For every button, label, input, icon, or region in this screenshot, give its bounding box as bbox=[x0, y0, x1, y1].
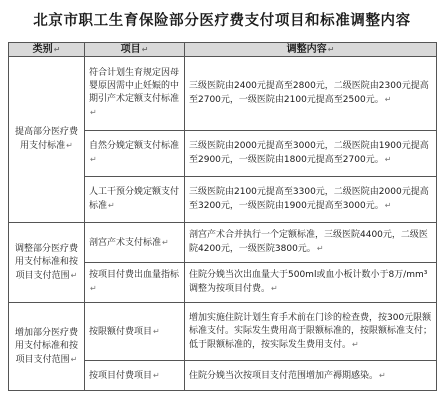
header-category: 类别↵ bbox=[9, 43, 85, 57]
adjustment-table bbox=[8, 42, 437, 391]
content-cell: 剖宫产术合并执行一个定额标准，三级医院4400元，二级医院4200元，一级医院3800元。↵ bbox=[185, 223, 437, 263]
category-cell: 调整部分医疗费用支付标准和按项目支付范围↵ bbox=[9, 223, 85, 303]
item-cell: 剖宫产术支付标准↵ bbox=[85, 223, 185, 263]
table-header-row bbox=[9, 43, 437, 57]
item-cell: 按项目付费出血量指标↵ bbox=[85, 263, 185, 303]
document-title: 北京市职工生育保险部分医疗费支付项目和标准调整内容 bbox=[33, 12, 411, 29]
table-row bbox=[9, 223, 437, 263]
table-row bbox=[9, 57, 437, 131]
item-cell: 自然分娩定额支付标准↵ bbox=[85, 131, 185, 177]
category-cell: 提高部分医疗费用支付标准↵ bbox=[9, 57, 85, 223]
content-cell: 住院分娩当次按项目支付范围增加产褥期感染。↵ bbox=[185, 361, 437, 391]
table-row bbox=[9, 303, 437, 361]
item-cell: 按项目付费项目↵ bbox=[85, 361, 185, 391]
content-cell: 三级医院由2100元提高至3300元，二级医院由2000元提高至3200元，一级医院由1900元提高至3000元。↵ bbox=[185, 177, 437, 223]
content-cell: 住院分娩当次出血量大于500ml或血小板计数小于8万/mm³调整为按项目付费。↵ bbox=[185, 263, 437, 303]
content-cell: 增加实施住院计划生育手术前在门诊的检查费，按300元限额标准支付。实际发生费用高于限额标准的，按限额标准支付；低于限额标准的，按实际发生费用支付。↵ bbox=[185, 303, 437, 361]
item-cell: 人工干预分娩定额支付标准↵ bbox=[85, 177, 185, 223]
header-item: 项目↵ bbox=[85, 43, 185, 57]
item-cell: 按限额付费项目↵ bbox=[85, 303, 185, 361]
header-content: 调整内容↵ bbox=[185, 43, 437, 57]
category-cell: 增加部分医疗费用支付标准和按项目支付范围↵ bbox=[9, 303, 85, 391]
content-cell: 三级医院由2400元提高至2800元，二级医院由2300元提高至2700元，一级医院由2100元提高至2500元。↵ bbox=[185, 57, 437, 131]
content-cell: 三级医院由2000元提高至3000元，二级医院由1900元提高至2900元，一级医院由1800元提高至2700元。↵ bbox=[185, 131, 437, 177]
item-cell: 符合计划生育规定因母婴原因需中止妊娠的中期引产术定额支付标准↵ bbox=[85, 57, 185, 131]
